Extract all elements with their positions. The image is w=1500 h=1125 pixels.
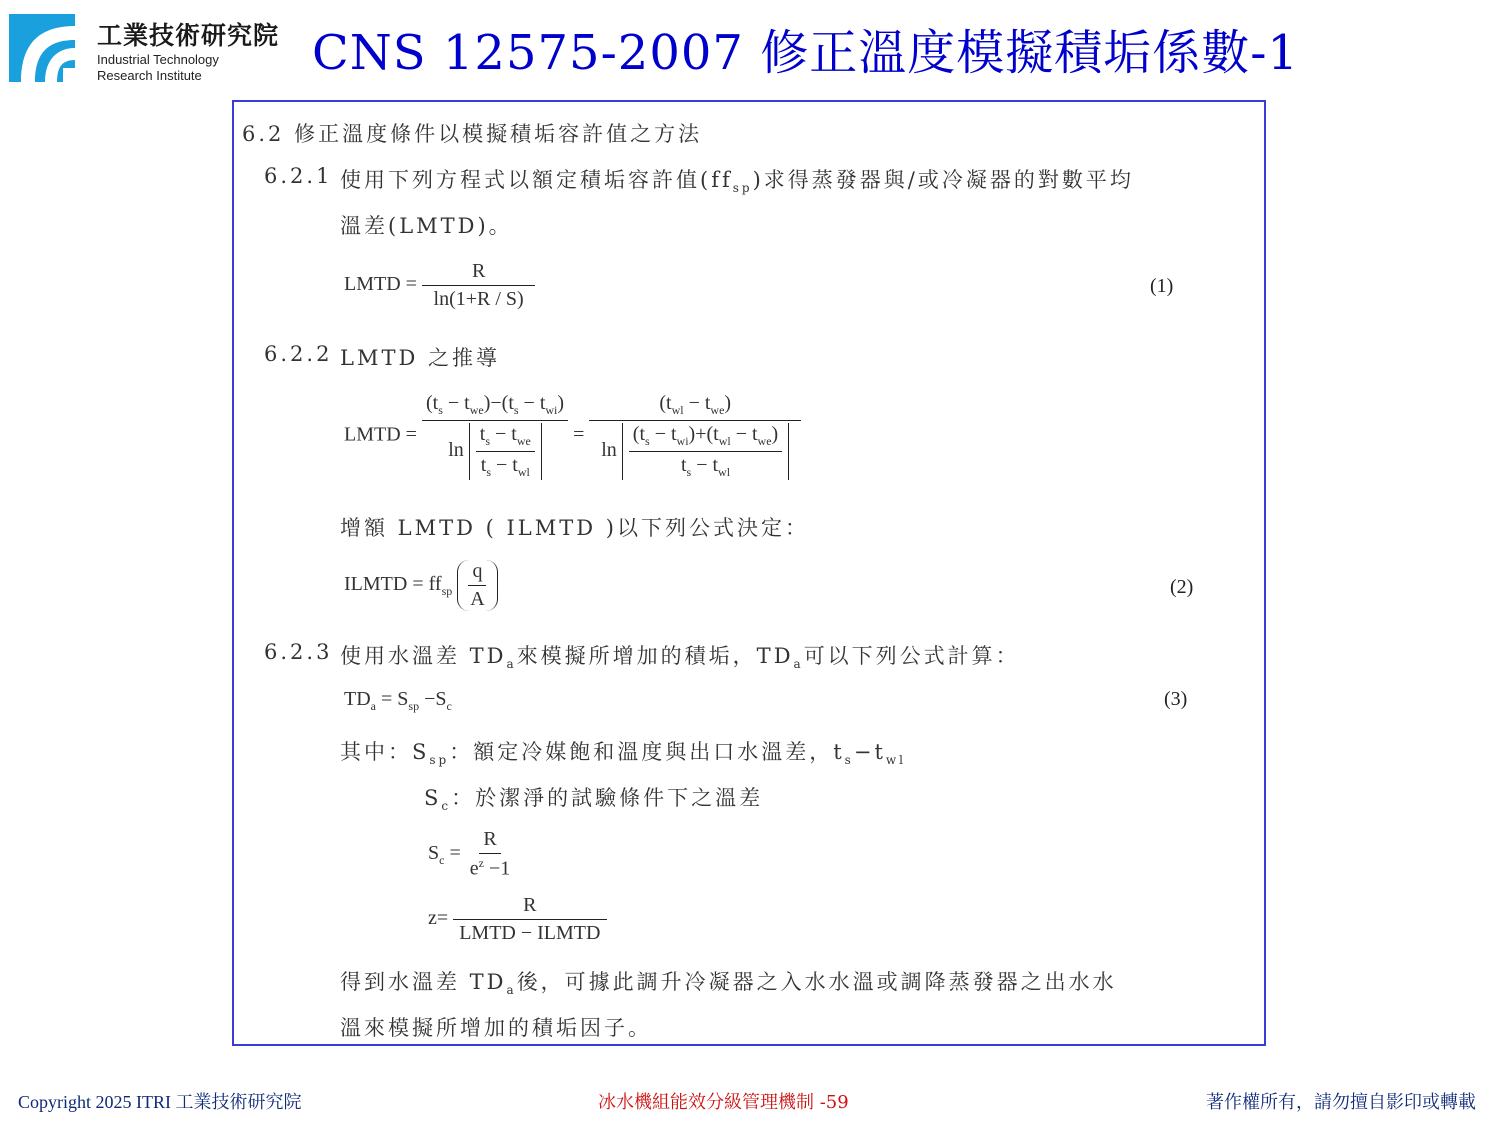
section-6-2-2-text: LMTD 之推導 <box>340 346 500 370</box>
where-ssp-text: 其中：$S_{sp}$：額定冷媒飽和溫度與出口水溫差，$t_s-t_{wl}$ <box>340 740 906 768</box>
org-name-zh: 工業技術研究院 <box>97 21 280 50</box>
section-6-2-1-number: 6.2.1 <box>264 164 333 188</box>
equation-1-label: (1) <box>1150 275 1174 297</box>
equation-z: z= $\frac{R}{\text{LMTD − ILMTD}}$ <box>428 894 607 945</box>
equation-lmtd-derivation: LMTD = $(t_s - t_{we})-(t_s - t_{wi})$ ln $\frac{t_s - t_{we}}{t_s - t_{wl}}$ = $(t_{wl} - t_{we})$ ln $\frac{(t_s - t_{wi})+(t_{wl} - t_{we})}{t_s - t_{wl}}$ <box>344 392 801 480</box>
org-name-en <box>97 52 219 84</box>
footer-copyright: Copyright 2025 ITRI 工業技術研究院 <box>18 1092 302 1112</box>
footer-notice: 著作權所有，請勿擅自影印或轉載 <box>1206 1092 1476 1113</box>
equation-3-label: (3) <box>1164 688 1188 710</box>
footer-page-label: 冰水機組能效分級管理機制 -59 <box>598 1092 849 1113</box>
equation-1: LMTD = $\frac{R}{\ln(1+R / S)}$ <box>344 260 535 311</box>
where-sc-text: $S_c$：於潔淨的試驗條件下之溫差 <box>424 786 764 814</box>
equation-2-label: (2) <box>1170 576 1194 598</box>
equation-sc: $S_c$ = $\frac{R}{e^z -1}$ <box>428 828 511 880</box>
section-6-2-1-text: 使用下列方程式以額定積垢容許值$(ff_{sp})$求得蒸發器與/或冷凝器的對數平均 <box>340 168 1134 196</box>
itri-logo-icon <box>9 14 75 82</box>
slide-title: CNS 12575-2007 修正溫度模擬積垢係數-1 <box>312 25 1299 81</box>
section-6-2-heading: 6.2 修正溫度條件以模擬積垢容許值之方法 <box>242 122 703 146</box>
section-6-2-2-number: 6.2.2 <box>264 342 333 366</box>
section-6-2-3-number: 6.2.3 <box>264 640 333 664</box>
org-name-en-line1: Industrial Technology <box>97 52 219 67</box>
org-name-en-line2: Research Institute <box>97 68 202 83</box>
equation-2: ILMTD = $ff_{sp}$ $\frac{q}{A}$ <box>344 560 498 611</box>
document-frame <box>232 100 1266 1046</box>
ilmtd-text: 增額 LMTD ( ILMTD )以下列公式決定： <box>340 516 809 540</box>
section-6-2-1-text-cont: 溫差(LMTD)。 <box>340 214 513 238</box>
section-6-2-3-text: 使用水溫差 $TD_a$來模擬所增加的積垢，$TD_a$可以下列公式計算： <box>340 644 1020 672</box>
final-text-cont: 溫來模擬所增加的積垢因子。 <box>340 1016 652 1040</box>
final-text: 得到水溫差 $TD_a$後，可據此調升冷凝器之入水水溫或調降蒸發器之出水水 <box>340 970 1117 998</box>
equation-3: $TD_a = S_{sp} -S_c$ <box>344 688 452 713</box>
